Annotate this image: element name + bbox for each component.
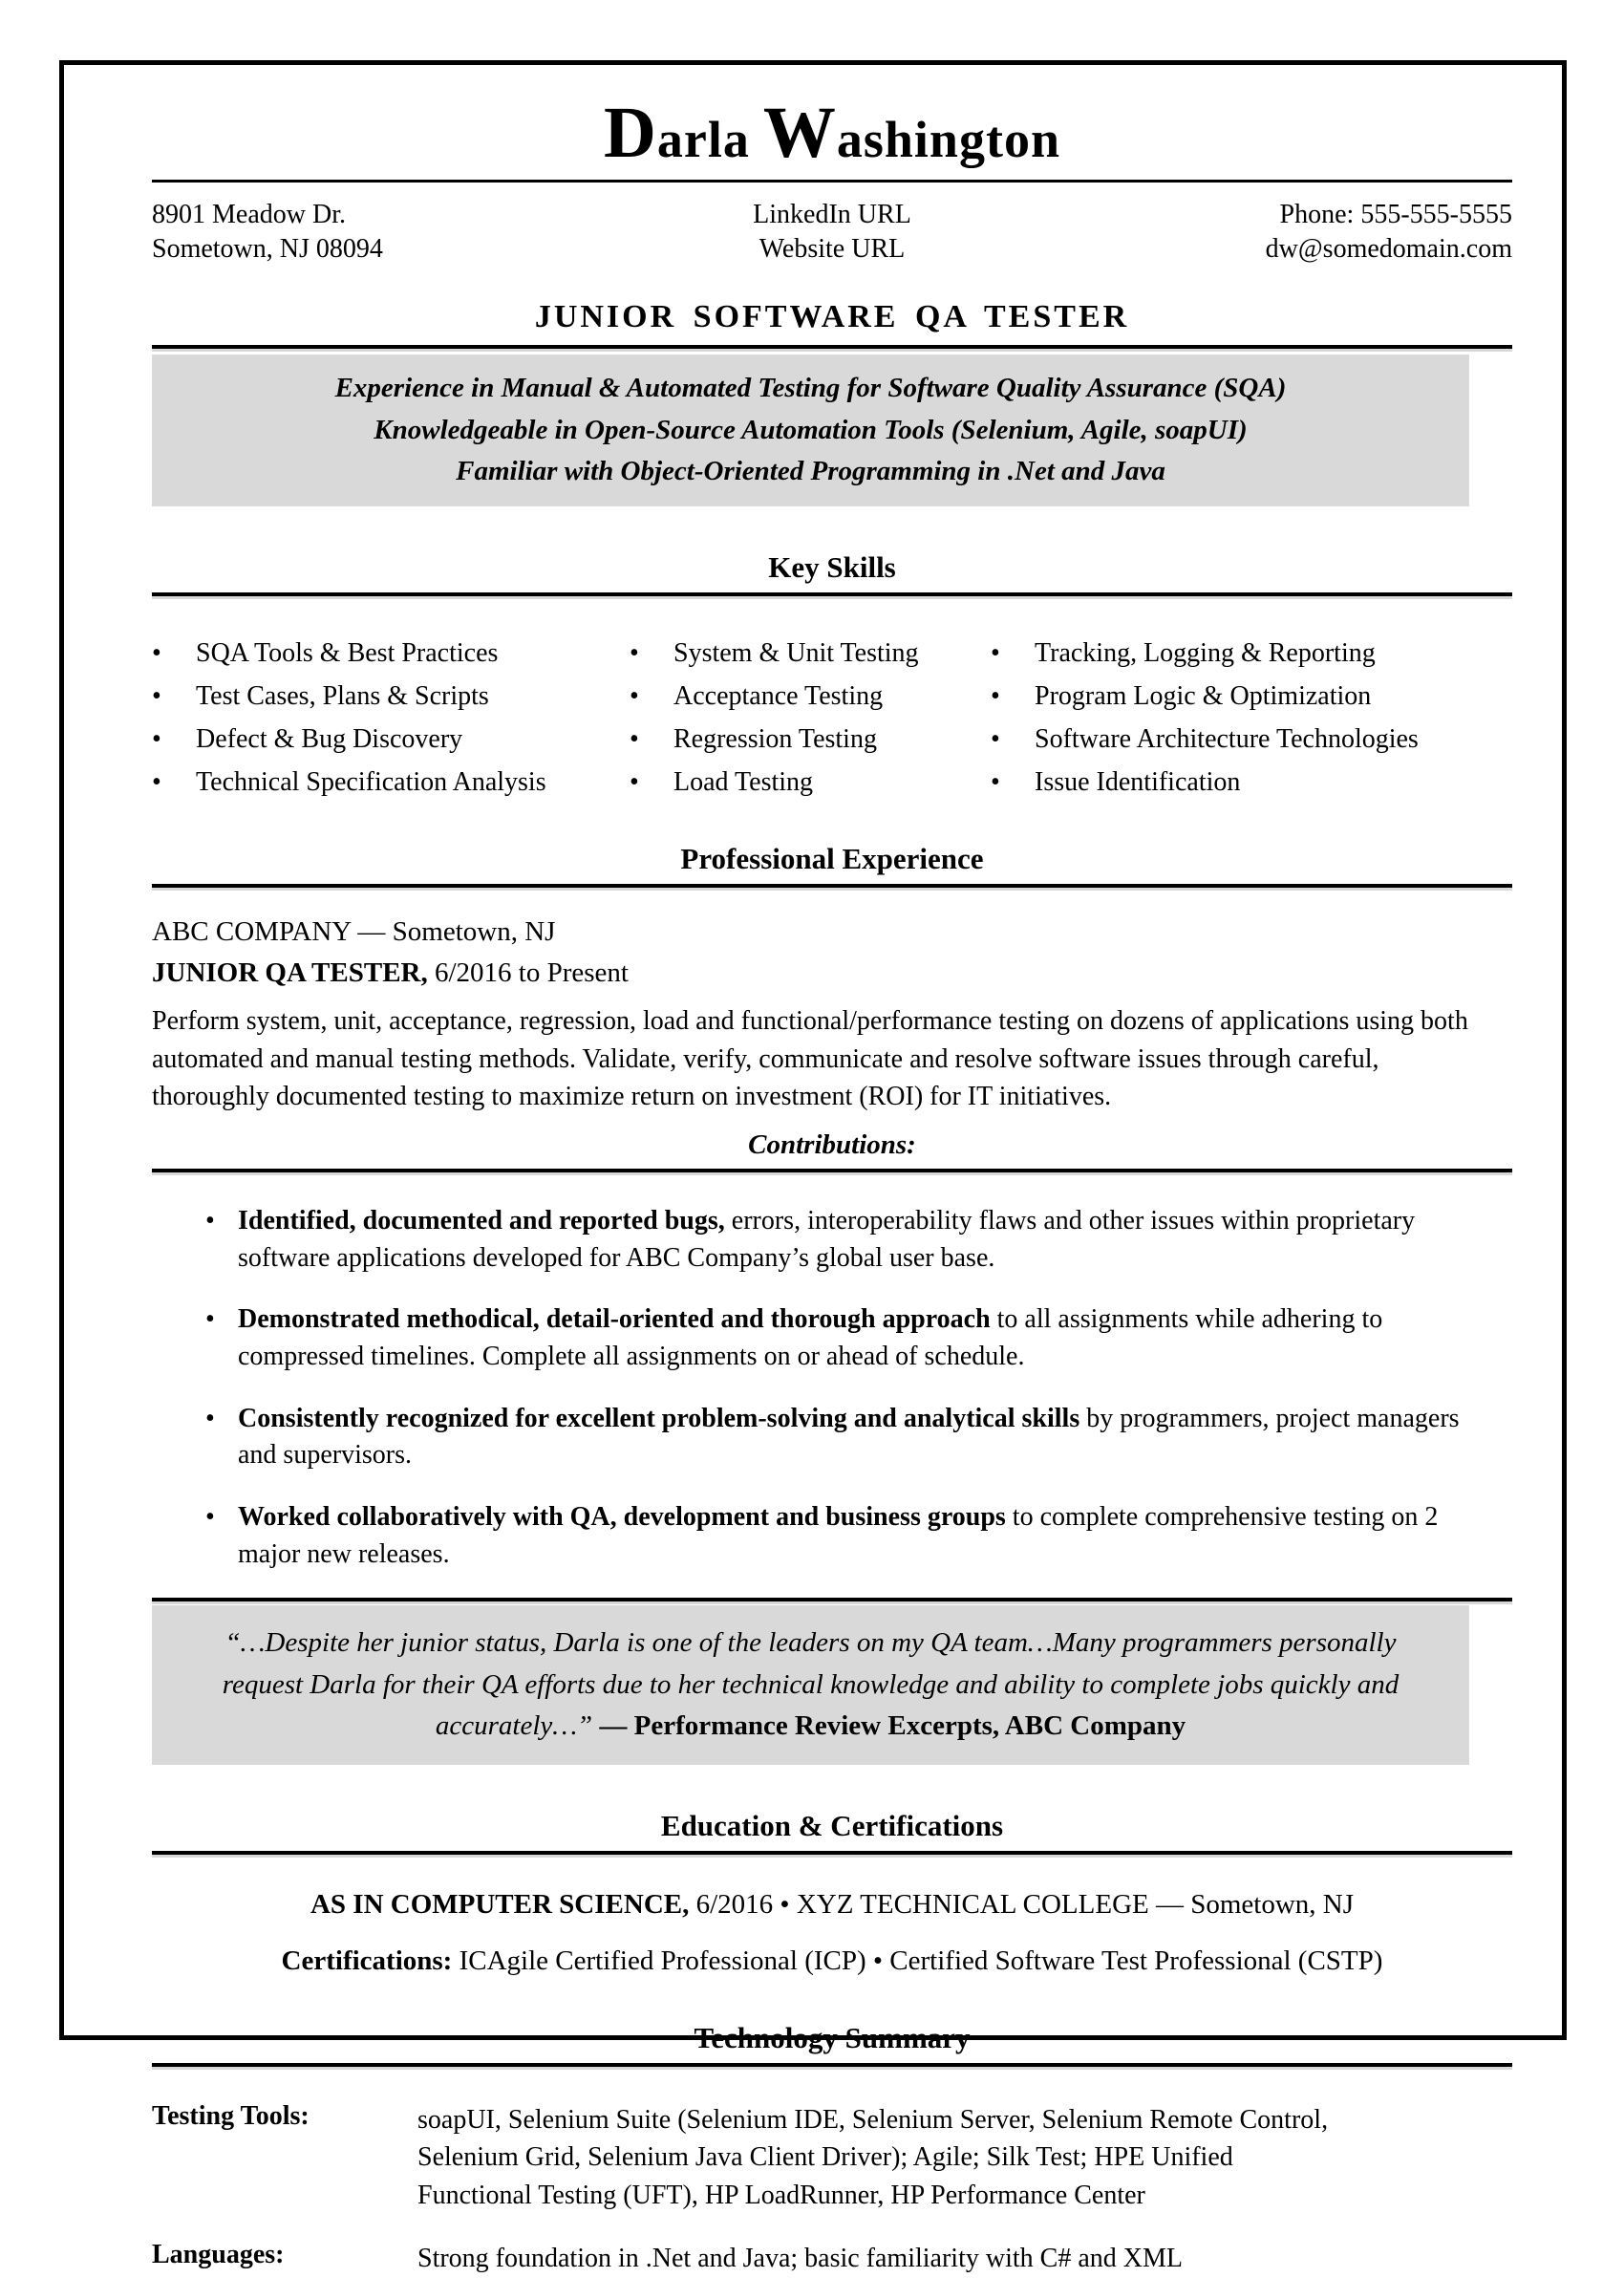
email-address: dw@somedomain.com: [1265, 233, 1512, 264]
contact-phone-email: [1058, 198, 1512, 268]
linkedin-url: LinkedIn URL: [753, 199, 911, 229]
certifications-line: [152, 1945, 1512, 1977]
contribution-detail: errors, interoperability flaws and other issues within proprietary software applications developed for ABC Company’s global user base.: [238, 1206, 1416, 1273]
skill-item: [991, 681, 1512, 712]
skill-label: Tracking, Logging & Reporting: [1035, 637, 1376, 668]
skills-column-2: [630, 638, 991, 798]
bullet-icon: •: [630, 680, 639, 711]
technology-divider: [152, 2063, 1512, 2067]
experience-heading: Professional Experience: [680, 841, 984, 875]
skill-item: [630, 724, 991, 755]
contribution-item: [192, 1203, 1474, 1277]
contact-links: [606, 198, 1059, 268]
technology-row-value: Strong foundation in .Net and Java; basic familiarity with C# and XML: [417, 2243, 1183, 2273]
contact-info: [152, 198, 1512, 268]
bullet-icon: •: [152, 680, 161, 711]
bullet-icon: •: [991, 637, 1000, 668]
skill-label: Software Architecture Technologies: [1035, 723, 1419, 754]
skill-label: Test Cases, Plans & Scripts: [196, 680, 489, 711]
company-line: ABC COMPANY — Sometown, NJ: [152, 915, 556, 947]
quote-divider: [152, 1598, 1512, 1601]
contribution-highlight: Identified, documented and reported bugs,: [238, 1206, 725, 1236]
contribution-item: [192, 1401, 1474, 1474]
quote-attribution: — Performance Review Excerpts, ABC Company: [599, 1710, 1186, 1742]
quote-box: [152, 1605, 1469, 1765]
candidate-last-name: Washington: [762, 93, 1060, 173]
technology-heading: Technology Summary: [694, 2020, 971, 2054]
skill-label: Regression Testing: [673, 723, 877, 754]
bullet-icon: •: [205, 1304, 215, 1335]
experience-divider: [152, 884, 1512, 888]
contribution-text: [238, 1401, 1474, 1474]
skill-item: [152, 638, 630, 669]
technology-row: [152, 2101, 1512, 2215]
summary-line: Experience in Manual & Automated Testing for Software Quality Assurance (SQA): [334, 373, 1287, 404]
bullet-icon: •: [205, 1206, 215, 1236]
contribution-text: [238, 1203, 1474, 1277]
bullet-icon: •: [630, 766, 639, 797]
summary-line: Knowledgeable in Open-Source Automation Tools (Selenium, Agile, soapUI): [374, 414, 1248, 445]
technology-row: [152, 2240, 1512, 2278]
degree-line: [152, 1889, 1512, 1921]
job-title: JUNIOR SOFTWARE QA TESTER: [534, 299, 1130, 335]
contribution-item: [192, 1499, 1474, 1573]
contributions-list: [152, 1203, 1512, 1573]
degree-title: AS IN COMPUTER SCIENCE,: [310, 1888, 690, 1920]
contribution-text: [238, 1301, 1474, 1375]
resume-content: [64, 65, 1562, 2278]
contribution-highlight: Worked collaboratively with QA, development and business groups: [238, 1501, 1006, 1532]
summary-line: Familiar with Object-Oriented Programming in .Net and Java: [456, 456, 1165, 487]
contribution-detail: by programmers, project managers and supervisors.: [238, 1403, 1460, 1471]
key-skills-heading: Key Skills: [768, 549, 896, 584]
bullet-icon: •: [205, 1403, 215, 1433]
skill-label: Acceptance Testing: [673, 680, 884, 711]
skill-item: [991, 767, 1512, 798]
bullet-icon: •: [152, 766, 161, 797]
key-skills-divider: [152, 592, 1512, 596]
bullet-icon: •: [205, 1501, 215, 1532]
bullet-icon: •: [152, 637, 161, 668]
contribution-detail: to all assignments while adhering to compressed timelines. Complete all assignments on or ahead of schedule.: [238, 1304, 1383, 1371]
skill-label: System & Unit Testing: [673, 637, 919, 668]
skill-label: Issue Identification: [1035, 766, 1241, 797]
education-heading: Education & Certifications: [660, 1808, 1004, 1842]
contribution-highlight: Demonstrated methodical, detail-oriented and thorough approach: [238, 1304, 991, 1335]
technology-table: [152, 2101, 1512, 2278]
contributions-divider: [152, 1169, 1512, 1172]
skill-item: [630, 681, 991, 712]
certifications-detail: ICAgile Certified Professional (ICP) • Certified Software Test Professional (CSTP): [452, 1945, 1383, 1976]
technology-row-label: Languages:: [152, 2239, 285, 2269]
name-divider: [152, 180, 1512, 183]
bullet-icon: •: [152, 723, 161, 754]
address-line2: Sometown, NJ 08094: [152, 233, 383, 264]
role-dates: 6/2016 to Present: [427, 956, 629, 988]
skill-item: [152, 681, 630, 712]
skills-column-1: [152, 638, 630, 798]
candidate-first-name: Darla: [604, 93, 750, 173]
phone-number: Phone: 555-555-5555: [1279, 199, 1512, 229]
skill-label: Load Testing: [673, 766, 814, 797]
contribution-detail: to complete comprehensive testing on 2 major new releases.: [238, 1501, 1439, 1569]
bullet-icon: •: [630, 723, 639, 754]
contribution-text: [238, 1499, 1474, 1573]
skills-column-3: [991, 638, 1512, 798]
skill-label: Program Logic & Optimization: [1035, 680, 1372, 711]
bullet-icon: •: [991, 723, 1000, 754]
skill-label: SQA Tools & Best Practices: [196, 637, 499, 668]
skill-item: [991, 724, 1512, 755]
skill-label: Defect & Bug Discovery: [196, 723, 463, 754]
experience-description: Perform system, unit, acceptance, regression, load and functional/performance testing on dozens of applications using both automated and manual testing methods. Validate, verify, communicate and resolve software issues through careful, thoroughly documented testing to maximize return on investment (ROI) for IT initiatives.: [152, 1005, 1468, 1112]
technology-row-label: Testing Tools:: [152, 2100, 310, 2131]
skill-item: [152, 767, 630, 798]
candidate-name: [152, 94, 1512, 174]
contact-address: [152, 198, 606, 268]
education-divider: [152, 1851, 1512, 1855]
key-skills-list: [152, 638, 1512, 798]
skill-item: [630, 638, 991, 669]
contributions-heading: Contributions:: [748, 1129, 916, 1161]
bullet-icon: •: [991, 766, 1000, 797]
title-divider: [152, 345, 1512, 349]
contribution-item: [192, 1301, 1474, 1375]
address-line1: 8901 Meadow Dr.: [152, 199, 346, 229]
skill-item: [152, 724, 630, 755]
role-line: [152, 957, 1512, 989]
skill-item: [991, 638, 1512, 669]
bullet-icon: •: [630, 637, 639, 668]
technology-row-value: soapUI, Selenium Suite (Selenium IDE, Selenium Server, Selenium Remote Control, Selenium Grid, Selenium Java Client Driver); Agile; Silk Test; HPE Unified Functional Testing (UFT), HP LoadRunner, HP Performance Center: [417, 2104, 1329, 2211]
bullet-icon: •: [991, 680, 1000, 711]
resume-page: [59, 60, 1567, 2273]
certifications-label: Certifications:: [281, 1945, 453, 1976]
quote-text: “…Despite her junior status, Darla is one of the leaders on my QA team…Many programmers personally request Darla for their QA efforts due to her technical knowledge and ability to complete jobs quickly and accurately…”: [222, 1627, 1400, 1742]
role-title: JUNIOR QA TESTER,: [152, 956, 428, 988]
website-url: Website URL: [759, 233, 906, 264]
skill-label: Technical Specification Analysis: [196, 766, 546, 797]
skill-item: [630, 767, 991, 798]
summary-box: [152, 355, 1469, 506]
contribution-highlight: Consistently recognized for excellent problem-solving and analytical skills: [238, 1403, 1080, 1433]
degree-detail: 6/2016 • XYZ TECHNICAL COLLEGE — Sometown, NJ: [689, 1888, 1355, 1920]
